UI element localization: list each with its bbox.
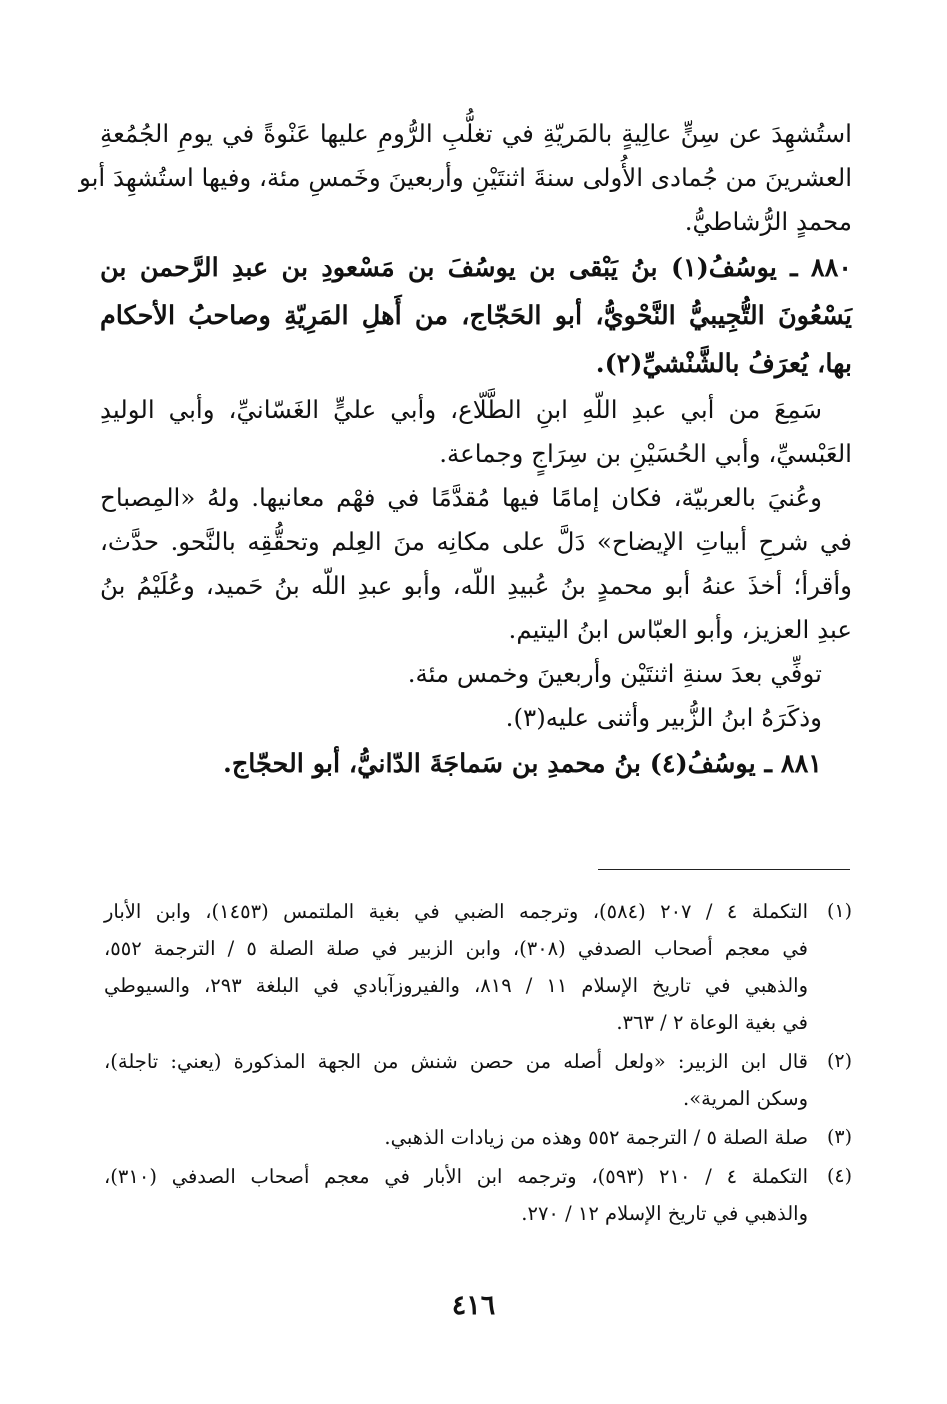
footnote-2 [104,1043,852,1117]
footnote-line: قال ابن الزبير: «ولعل أصله من حصن شنش من الجهة المذكورة (يعني: تاجلة)، [104,1050,808,1073]
footnote-line: في بغية الوعاة ٢ / ٣٦٣. [616,1011,808,1034]
footnote-line: صلة الصلة ٥ / الترجمة ٥٥٢ وهذه من زيادات الذهبي. [384,1126,808,1149]
footnote-line: في معجم أصحاب الصدفي (٣٠٨)، وابن الزبير في صلة الصلة ٥ / الترجمة ٥٥٢، [104,937,809,960]
footnote-3 [104,1119,852,1156]
paragraph-mention: وذكَرَهُ ابنُ الزُّبير وأثنى عليه(٣). [505,703,822,732]
footnote-number: (١) [826,900,852,922]
text-line: سَمِعَ من أبي عبدِ اللّهِ ابنِ الطَّلّاع، وأبي عليٍّ الغَسّانيِّ، وأبي الوليدِ [100,395,822,424]
paragraph-teachers [100,388,852,476]
footnote-line: والذهبي في تاريخ الإسلام ١٢ / ٢٧٠. [521,1202,808,1225]
text-line: محمدٍ الرُّشاطيُّ. [684,207,852,236]
text-line: استُشهِدَ عن سِنٍّ عالِيةٍ بالمَريّةِ في تغلُّبِ الرُّومِ عليها عَنْوةً في يومِ الجُمُعةِ [100,119,852,148]
main-text [78,112,852,788]
entry-line: ٨٨٠ ـ يوسُفُ(١) بنُ يَبْقى بن يوسُفَ بن مَسْعودِ بن عبدِ الرَّحمن بن [100,253,852,283]
footnote-line: والذهبي في تاريخ الإسلام ١١ / ٨١٩، والفيروزآبادي في البلغة ٢٩٣، والسيوطي [104,974,809,997]
paragraph-scholarship [100,476,852,652]
entry-881-heading: ٨٨١ ـ يوسُفُ(٤) بنُ محمدِ بن سَماجَةَ الدّانيُّ، أبو الحجّاج. [222,749,822,779]
entry-880-heading [100,244,852,388]
page-number: ٤١٦ [451,1290,496,1321]
footnote-line: التكملة ٤ / ٢٠٧ (٥٨٤)، وترجمه الضبي في بغية الملتمس (١٤٥٣)، وابن الأبار [104,900,808,923]
footnotes [104,893,852,1234]
text-line: عبدِ العزيز، وأبو العبّاس ابنُ اليتيم. [508,615,852,644]
text-line: العشرينَ من جُمادى الأُولى سنةَ اثنتَيْنِ وأربعينَ وخَمسِ مئة، وفيها استُشهِدَ أبو [78,163,852,192]
footnote-number: (٤) [826,1165,852,1187]
footnote-4 [104,1158,852,1232]
footnote-number: (٣) [826,1126,852,1148]
paragraph-death: توفِّي بعدَ سنةِ اثنتَيْن وأربعينَ وخمس مئة. [407,659,822,688]
text-line: وأقرأ؛ أخذَ عنهُ أبو محمدٍ بنُ عُبيدِ اللّه، وأبو عبدِ اللّه بنُ حَميد، وعُلَيْمُ بنُ [100,571,852,600]
text-line: العَبْسيِّ، وأبي الحُسَيْنِ بن سِرَاجٍ وجماعة. [439,439,852,468]
text-line: وعُنيَ بالعربيّة، فكان إمامًا فيها مُقدَّمًا في فهْم معانيها. ولهُ «المِصباح [100,483,822,512]
entry-line: بها، يُعرَفُ بالشَّنْشيِّ(٢). [595,349,852,379]
footnote-line: التكملة ٤ / ٢١٠ (٥٩٣)، وترجمه ابن الأبار في معجم أصحاب الصدفي (٣١٠)، [104,1165,809,1188]
footnote-line: وسكن المرية». [683,1087,808,1110]
entry-line: يَسْعُونَ التُّجِيبيُّ النَّحْويُّ، أبو الحَجّاج، من أَهلِ المَرِيّةِ وصاحبُ الأحكام [100,301,852,331]
footnote-number: (٢) [826,1050,852,1072]
footnote-1 [104,893,852,1041]
footnote-separator [598,869,850,870]
paragraph-martyrdom [78,112,852,244]
text-line: في شرحِ أبياتِ الإيضاح» دَلَّ على مكانِه منَ العِلم وتحقُّقِه بالنَّحو. حدَّث، [100,527,852,556]
